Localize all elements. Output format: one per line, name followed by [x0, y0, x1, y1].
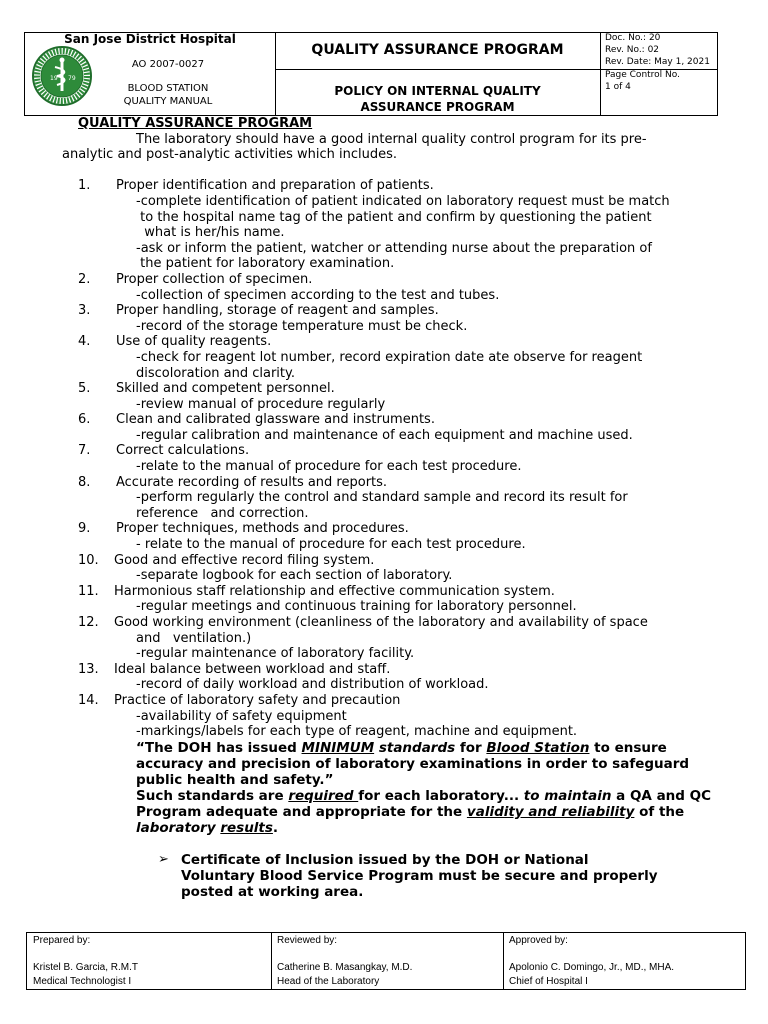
list-item-title	[78, 443, 718, 459]
intro-line-1: The laboratory should have a good internal quality control program for its pre-	[136, 131, 647, 147]
program-title-cell	[275, 33, 600, 70]
list-item-title-text: Good and effective record filing system.	[114, 552, 375, 568]
list-item-title-text: Practice of laboratory safety and precaution	[114, 692, 401, 708]
list-item	[78, 381, 718, 412]
approved-name: Apolonio C. Domingo, Jr., MD., MHA.	[509, 962, 675, 973]
reviewed-label: Reviewed by:	[277, 935, 338, 946]
list-item-title-text: Proper identification and preparation of patients.	[116, 178, 434, 194]
quote-paragraph-2: Such standards are required for each laboratory... to maintain a QA and QC Program adequate and appropriate for the validity and reliability of the laboratory results.	[136, 787, 712, 836]
list-item	[78, 584, 718, 615]
list-item	[78, 272, 718, 303]
list-item	[78, 334, 718, 381]
list-item-detail: and ventilation.)	[136, 630, 252, 646]
list-item-number: 5.	[78, 381, 91, 397]
policy-line-2: ASSURANCE PROGRAM	[360, 100, 515, 114]
list-item-detail: -complete identification of patient indicated on laboratory request must be match	[136, 193, 670, 209]
hospital-cell	[25, 33, 276, 115]
list-item-detail: -separate logbook for each section of laboratory.	[136, 568, 453, 584]
list-item	[78, 521, 718, 552]
list-item-detail: -check for reagent lot number, record expiration date ate observe for reagent	[136, 349, 643, 365]
list-item-title	[78, 272, 718, 288]
list-item-number: 13.	[78, 661, 99, 677]
list-item-detail: reference and correction.	[136, 505, 309, 521]
list-item-number: 2.	[78, 271, 91, 287]
doc-number: Doc. No.: 20	[605, 33, 661, 43]
list-item	[78, 615, 718, 662]
list-item-title-text: Proper collection of specimen.	[116, 271, 313, 287]
list-item-number: 1.	[78, 178, 91, 194]
prepared-title: Medical Technologist I	[33, 976, 132, 987]
list-item-number: 14.	[78, 692, 99, 708]
list-item-title-text: Skilled and competent personnel.	[116, 381, 335, 397]
list-item-detail: -regular meetings and continuous training for laboratory personnel.	[136, 599, 577, 615]
list-item-detail: -record of the storage temperature must be check.	[136, 318, 468, 334]
list-item-detail: to the hospital name tag of the patient and confirm by questioning the patient	[136, 209, 652, 225]
ao-number: AO 2007-0027	[131, 59, 205, 70]
program-cell	[275, 33, 601, 115]
list-item-title	[78, 178, 718, 194]
list-item-detail: -availability of safety equipment	[136, 708, 347, 724]
list-item-detail: what is her/his name.	[136, 225, 285, 241]
list-item-detail: -perform regularly the control and standard sample and record its result for	[136, 490, 628, 506]
prepared-label: Prepared by:	[33, 935, 91, 946]
manual-line-2: QUALITY MANUAL	[123, 96, 213, 107]
approved-title: Chief of Hospital I	[509, 976, 588, 987]
list-item	[78, 443, 718, 474]
list-item-title	[78, 412, 718, 428]
approved-label: Approved by:	[509, 935, 568, 946]
list-item-detail: -regular maintenance of laboratory facility.	[136, 646, 415, 662]
list-item-detail: -relate to the manual of procedure for each test procedure.	[136, 459, 522, 475]
requirements-list	[78, 178, 718, 740]
hospital-name: San Jose District Hospital	[64, 32, 236, 46]
list-item-number: 3.	[78, 303, 91, 319]
list-item-title-text: Correct calculations.	[116, 443, 250, 459]
hospital-seal-icon	[31, 45, 93, 107]
rev-number: Rev. No.: 02	[605, 45, 660, 55]
doc-control-cell	[601, 33, 717, 115]
list-item-title	[78, 662, 718, 678]
list-item-title-text: Harmonious staff relationship and effective communication system.	[114, 583, 555, 599]
approved-by-cell	[503, 933, 745, 989]
section-title: QUALITY ASSURANCE PROGRAM	[78, 116, 313, 131]
list-item-title-text: Accurate recording of results and reports.	[116, 474, 388, 490]
list-item-number: 7.	[78, 443, 91, 459]
list-item-number: 9.	[78, 521, 91, 537]
list-item-detail: - relate to the manual of procedure for each test procedure.	[136, 537, 526, 553]
list-item	[78, 662, 718, 693]
seal-year-left: 19	[50, 75, 58, 82]
list-item-title	[78, 381, 718, 397]
list-item-title	[78, 303, 718, 319]
certificate-text: Certificate of Inclusion issued by the DOH or National Voluntary Blood Service Program must be secure and properly posted at working area.	[181, 851, 658, 900]
list-item-number: 11.	[78, 583, 99, 599]
list-item-detail: -markings/labels for each type of reagent, machine and equipment.	[136, 724, 578, 740]
prepared-name: Kristel B. Garcia, R.M.T	[33, 962, 139, 973]
document-header	[24, 32, 718, 116]
list-item-title-text: Good working environment (cleanliness of the laboratory and availability of space	[114, 615, 648, 630]
list-item	[78, 178, 718, 272]
list-item	[78, 693, 718, 740]
list-item-detail: -regular calibration and maintenance of each equipment and machine used.	[136, 427, 633, 443]
policy-title	[275, 83, 600, 115]
list-item-detail: -record of daily workload and distribution of workload.	[136, 677, 489, 693]
rev-date: Rev. Date: May 1, 2021	[605, 57, 710, 67]
policy-line-1: POLICY ON INTERNAL QUALITY	[334, 84, 541, 98]
list-item-title	[78, 553, 718, 569]
list-item-title	[78, 615, 718, 631]
list-item-title	[78, 475, 718, 491]
list-item-number: 12.	[78, 615, 99, 630]
arrow-bullet-icon: ➢	[158, 851, 169, 867]
quote-paragraph-1: “The DOH has issued MINIMUM standards for Blood Station to ensure accuracy and precision of laboratory examinations in order to safeguard public health and safety.”	[136, 739, 690, 788]
page-of: 1 of 4	[605, 82, 631, 92]
prepared-by-cell	[27, 933, 272, 989]
list-item-number: 6.	[78, 412, 91, 428]
manual-line-1: BLOOD STATION	[127, 83, 209, 94]
list-item	[78, 303, 718, 334]
list-item-title-text: Proper techniques, methods and procedures.	[116, 521, 409, 537]
list-item-number: 4.	[78, 334, 91, 350]
list-item	[78, 475, 718, 522]
list-item-title-text: Use of quality reagents.	[116, 334, 272, 350]
list-item-number: 8.	[78, 474, 91, 490]
list-item	[78, 553, 718, 584]
seal-year-right: 79	[68, 75, 76, 82]
list-item-title	[78, 521, 718, 537]
list-item-title	[78, 693, 718, 709]
list-item-detail: discoloration and clarity.	[136, 365, 295, 381]
certificate-bullet-item	[78, 852, 661, 900]
reviewed-by-cell	[271, 933, 504, 989]
list-item-title	[78, 584, 718, 600]
list-item-detail: the patient for laboratory examination.	[136, 256, 395, 272]
document-body	[62, 116, 718, 900]
list-item	[78, 412, 718, 443]
list-item-title-text: Clean and calibrated glassware and instruments.	[116, 412, 435, 428]
list-item-detail: -review manual of procedure regularly	[136, 396, 386, 412]
list-item-detail: -collection of specimen according to the test and tubes.	[136, 287, 500, 303]
reviewed-title: Head of the Laboratory	[277, 976, 380, 987]
intro-line-2: analytic and post-analytic activities which includes.	[62, 147, 398, 163]
reviewed-name: Catherine B. Masangkay, M.D.	[277, 962, 413, 973]
program-title: QUALITY ASSURANCE PROGRAM	[311, 42, 564, 58]
page-control-label: Page Control No.	[605, 70, 680, 80]
list-item-number: 10.	[78, 552, 99, 568]
doh-quote	[78, 740, 718, 836]
list-item-title-text: Proper handling, storage of reagent and samples.	[116, 303, 439, 319]
list-item-detail: -ask or inform the patient, watcher or attending nurse about the preparation of	[136, 240, 652, 256]
list-item-title	[78, 334, 718, 350]
signature-table	[26, 932, 746, 990]
doc-info-cell	[601, 33, 717, 70]
list-item-title-text: Ideal balance between workload and staff.	[114, 661, 391, 677]
